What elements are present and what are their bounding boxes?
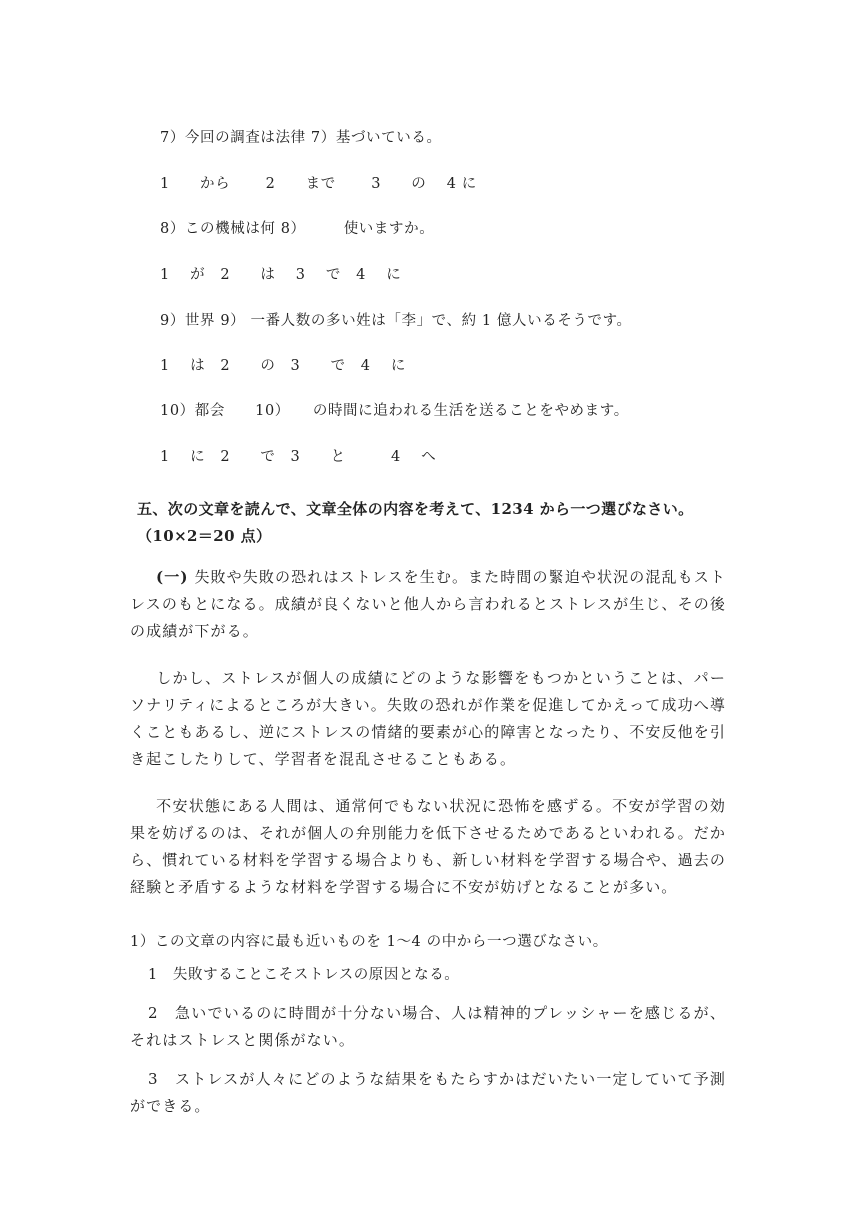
paragraph-3-text: 不安状態にある人間は、通常何でもない状況に恐怖を感ずる。不安が学習の効果を妨げるのは、それが個人の弁別能力を低下させるためであるといわれる。だから、慣れている材料を学習する場合よりも、新しい材料を学習する場合や、過去の経験と矛盾するような材料を学習する場合に不安が妨げとなることが多い。 [130,797,726,896]
question-10-stem: 10）都会 10） の時間に追われる生活を送ることをやめます。 [160,403,629,419]
q1-stem: 1）この文章の内容に最も近いものを 1～4 の中から一つ選びなさい。 [130,934,608,950]
section-title: 五、次の文章を読んで、文章全体の内容を考えて、1234 から一つ選びなさい。（10×2＝20 点） [137,500,694,545]
question-10-options: 1 に 2 で 3 と 4 へ [160,449,437,465]
question-7-options: 1 から 2 まで 3 の 4 に [160,176,477,192]
passage-label: (一) [156,568,189,586]
paragraph-2 [130,665,726,773]
paragraph-2-text: しかし、ストレスが個人の成績にどのような影響をもつかということは、パーソナリティによるところが大きい。失敗の恐れが作業を促進してかえって成功へ導くこともあるし、逆にストレスの情緒的要素が心的障害となったり、不安反他を引き起こしたりして、学習者を混乱させることもある。 [130,669,726,768]
paragraph-1-text: 失敗や失敗の恐れはストレスを生む。また時間の緊迫や状況の混乱もストレスのもとになる。成績が良くないと他人から言われるとストレスが生じ、その後の成績が下がる。 [130,568,726,640]
question-9-options: 1 は 2 の 3 で 4 に [160,358,407,374]
question-8-options: 1 が 2 は 3 で 4 に [160,267,402,283]
paragraph-3 [130,793,726,901]
question-9-stem: 9）世界 9） 一番人数の多い姓は「李」で、約 1 億人いるそうです。 [160,313,632,329]
question-8-stem: 8）この機械は何 8） 使いますか。 [160,221,435,237]
q1-choice-2: 2 急いでいるのに時間が十分ない場合、人は精神的プレッシャーを感じるが、それはストレスと関係がない。 [130,1004,726,1049]
q1-choice-1: 1 失敗することこそストレスの原因となる。 [148,967,460,983]
q1-choice-3: 3 ストレスが人々にどのような結果をもたらすかはだいたい一定していて予測ができる。 [130,1070,726,1115]
paragraph-1 [130,564,726,645]
question-7-stem: 7）今回の調査は法律 7）基づいている。 [160,130,442,146]
